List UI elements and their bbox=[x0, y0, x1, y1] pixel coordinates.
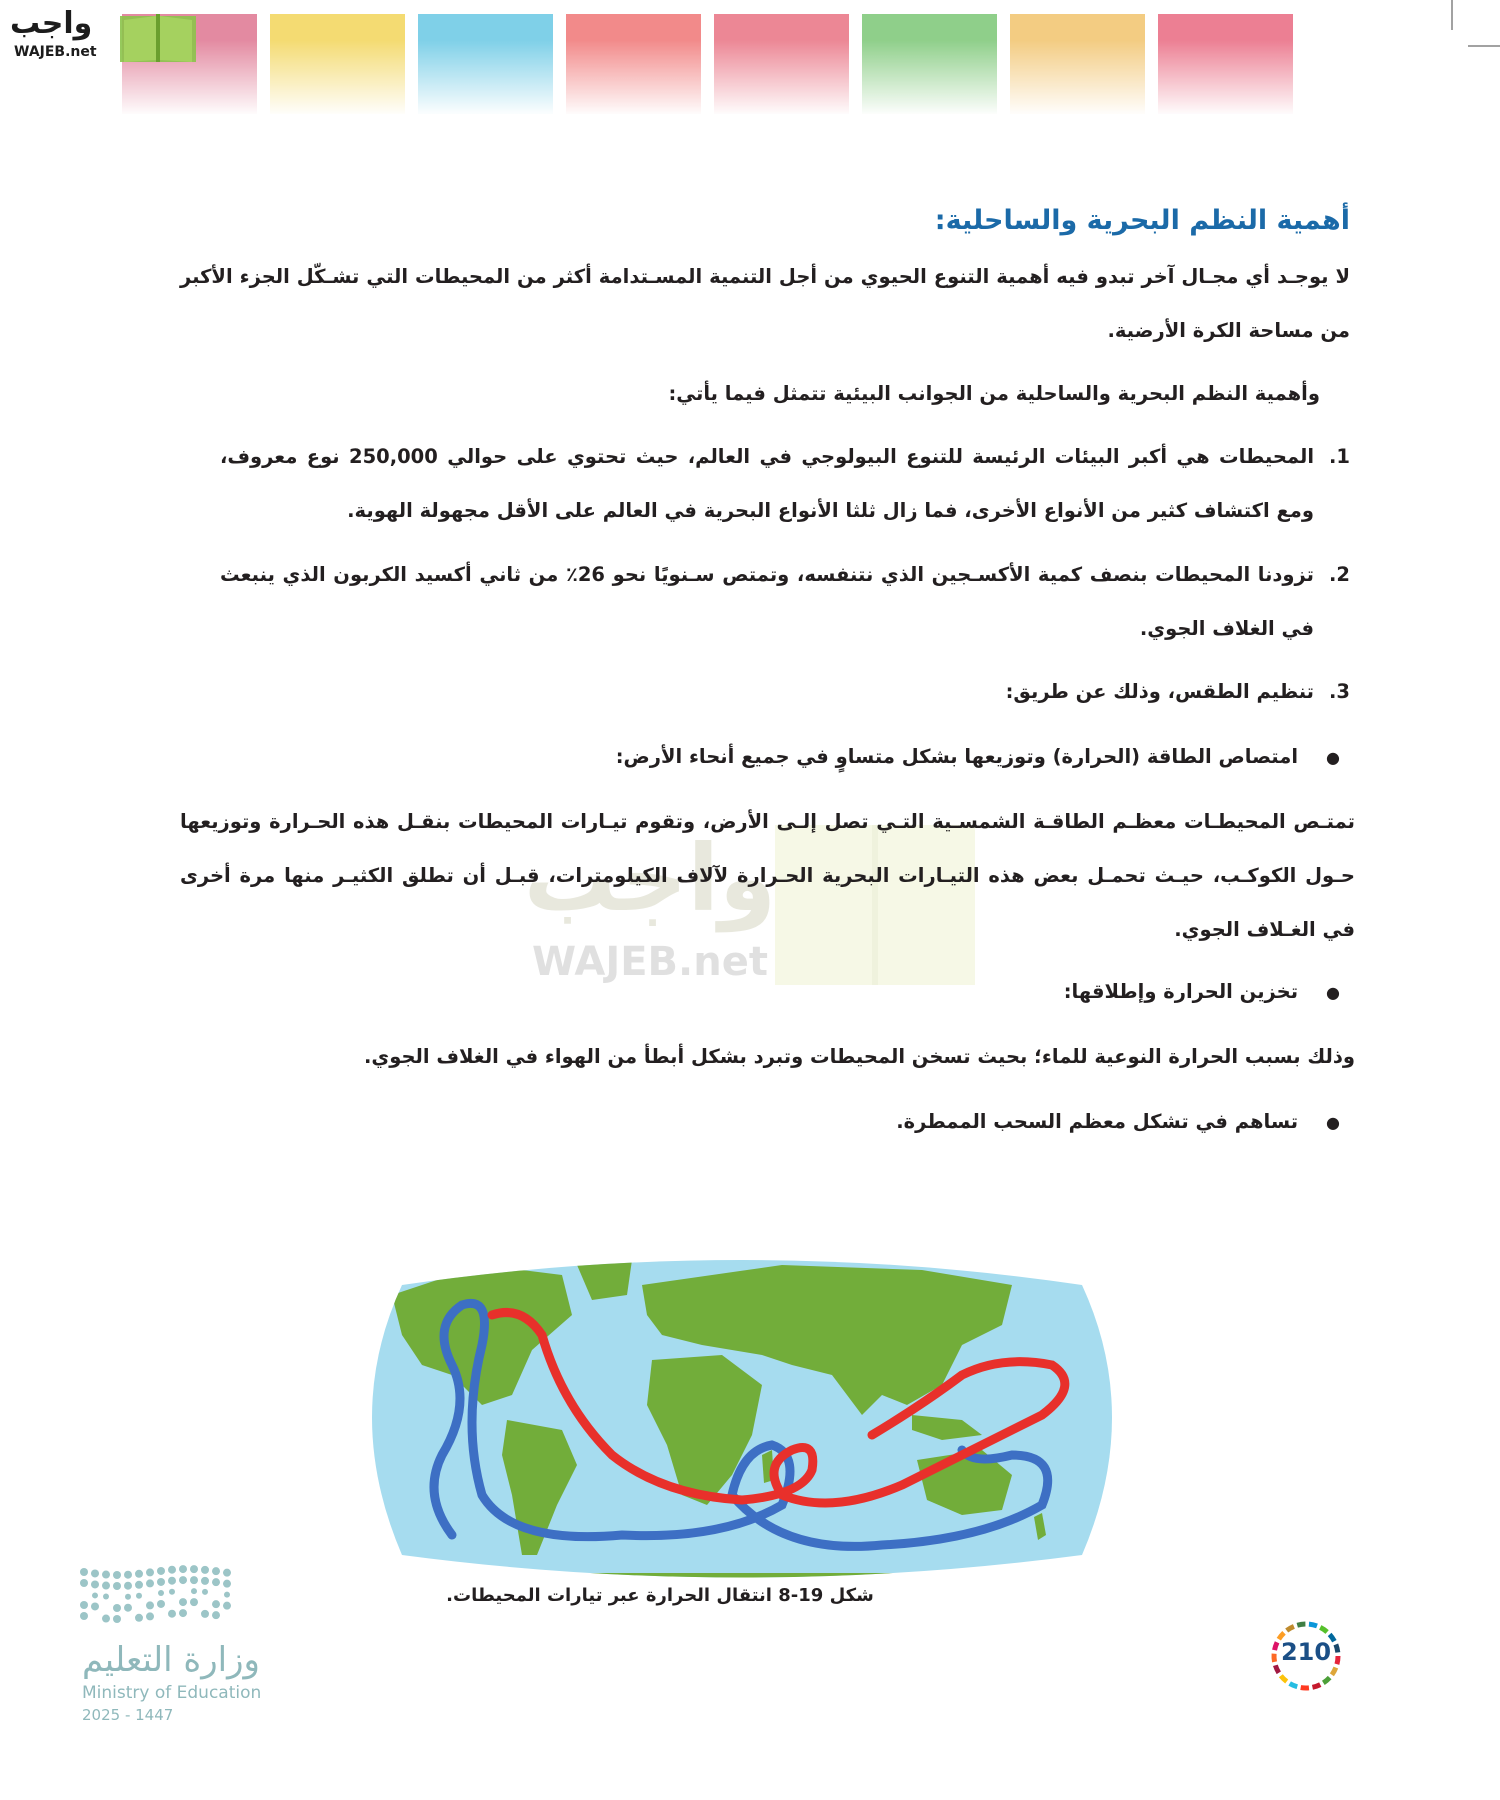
ring-segment bbox=[1332, 1668, 1336, 1675]
ring-segment bbox=[1287, 1626, 1294, 1630]
list-item-text: تنظيم الطقس، وذلك عن طريق: bbox=[1005, 680, 1314, 703]
ring-segment bbox=[1323, 1678, 1329, 1683]
ring-segment bbox=[1312, 1685, 1320, 1688]
list-item bbox=[220, 430, 1350, 538]
list-item bbox=[220, 548, 1350, 656]
watermark-text-en: WAJEB.net bbox=[532, 939, 768, 985]
bullet-icon: ● bbox=[1326, 982, 1340, 1002]
header-tabs bbox=[0, 0, 1500, 140]
header-tabs-graphic bbox=[0, 0, 1500, 140]
intro-paragraph: لا يوجـد أي مجـال آخر تبدو فيه أهمية التنوع الحيوي من أجل التنمية المسـتدامة أكثر من المحيطات التي تشـكّل الجزء الأكبر من مساحة الكرة الأرضية. bbox=[180, 265, 1350, 342]
bullet-item bbox=[616, 730, 1340, 785]
ring-segment bbox=[1309, 1624, 1317, 1626]
ring-segment bbox=[1320, 1627, 1327, 1632]
section-title: أهمية النظم البحرية والساحلية: bbox=[934, 205, 1350, 236]
wajeb-logo[interactable] bbox=[10, 6, 190, 66]
heat-storage-paragraph: وذلك بسبب الحرارة النوعية للماء؛ بحيث تسخن المحيطات وتبرد بشكل أبطأ من الهواء في الغلاف الجوي. bbox=[364, 1045, 1355, 1068]
figure-caption: شكل 19-8 انتقال الحرارة عبر تيارات المحيطات. bbox=[446, 1585, 874, 1606]
list-item bbox=[220, 665, 1350, 719]
ring-segment bbox=[1297, 1624, 1305, 1625]
bullet-text: تخزين الحرارة وإطلاقها: bbox=[1063, 980, 1299, 1003]
ring-segment bbox=[1281, 1676, 1287, 1682]
bullet-icon: ● bbox=[1326, 747, 1340, 767]
bullet-item bbox=[1064, 965, 1340, 1020]
list-item-number: 2. bbox=[1329, 563, 1350, 586]
bullet-icon: ● bbox=[1326, 1112, 1340, 1132]
lead-line: وأهمية النظم البحرية والساحلية من الجوانب البيئية تتمثل فيما يأتي: bbox=[668, 382, 1320, 405]
list-item-number: 3. bbox=[1329, 680, 1350, 703]
page-number: 210 bbox=[1280, 1638, 1332, 1666]
ocean-currents-map bbox=[362, 1255, 1122, 1580]
book-icon bbox=[118, 6, 198, 68]
ring-segment bbox=[1275, 1665, 1278, 1673]
heat-distribution-paragraph: تمتـص المحيطـات معظـم الطاقـة الشمسـية التـي تصل إلـى الأرض، وتقوم تيـارات المحيطات بنقـل هذه الحـرارة وتوزيعها حـول الكوكـب، حيـث تحمـل بعض هذه التيـارات البحرية الحـرارة لآلاف الكيلومترات، قبـل أن تطلق الكثيـر منها مرة أخرى في الغـلاف الجوي. bbox=[180, 810, 1355, 941]
logo-text-ar: واجب bbox=[10, 6, 93, 41]
bullet-text: امتصاص الطاقة (الحرارة) وتوزيعها بشكل متساوٍ في جميع أنحاء الأرض: bbox=[615, 745, 1299, 768]
bullet-text: تساهم في تشكل معظم السحب الممطرة. bbox=[896, 1110, 1299, 1133]
bullet-item bbox=[896, 1095, 1340, 1150]
watermark-text-ar: واجب bbox=[523, 825, 777, 932]
ministry-name-ar: وزارة التعليم bbox=[82, 1640, 260, 1680]
ministry-year: 2025 - 1447 bbox=[82, 1706, 174, 1724]
list-item-text: تزودنا المحيطات بنصف كمية الأكسـجين الذي نتنفسه، وتمتص سـنويًا نحو 26٪ من ثاني أكسيد الكربون الذي ينبعث في الغلاف الجوي. bbox=[220, 563, 1315, 640]
list-item-number: 1. bbox=[1329, 445, 1350, 468]
list-item-text: المحيطات هي أكبر البيئات الرئيسة للتنوع البيولوجي في العالم، حيث تحتوي على حوالي 250,000 نوع معروف، ومع اكتشاف كثير من الأنواع الأخرى، فما زال ثلثا الأنواع البحرية في العالم على الأقل مجهولة الهوية. bbox=[220, 445, 1314, 522]
ministry-name-en: Ministry of Education bbox=[82, 1683, 262, 1703]
ring-segment bbox=[1290, 1684, 1298, 1687]
logo-text-en: WAJEB.net bbox=[14, 44, 97, 60]
